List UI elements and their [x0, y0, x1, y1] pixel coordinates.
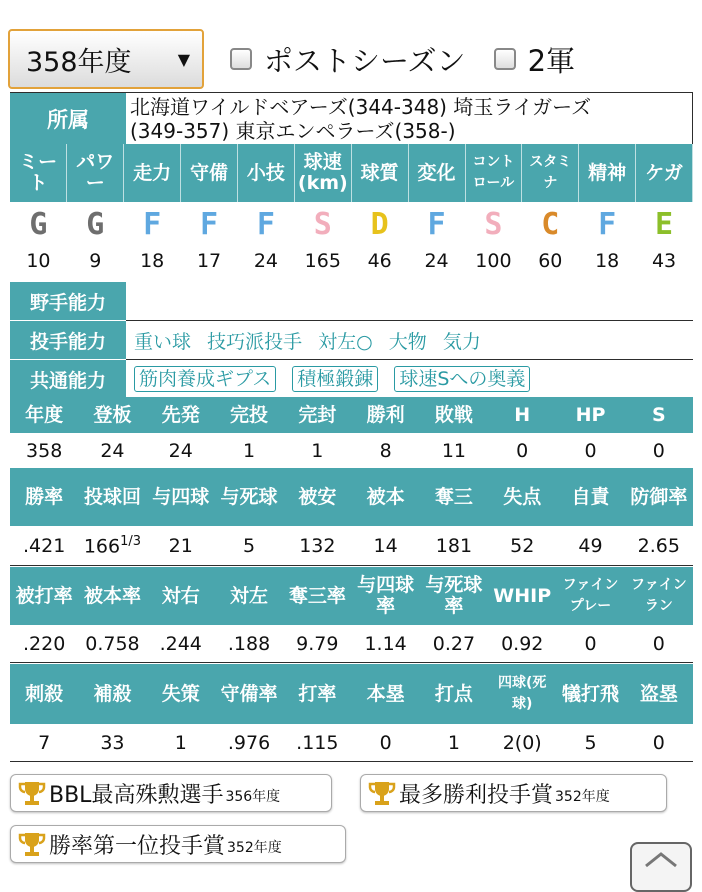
stats-header: 盗塁 [639, 682, 678, 705]
stats-header: 完封 [298, 403, 337, 426]
ability-grade: F [143, 206, 162, 242]
stats-header: 被安 [298, 485, 337, 508]
stats-header: 与死球率 [425, 574, 483, 617]
stats-value: 2(0) [488, 724, 556, 762]
stats-header: 防御率 [630, 485, 688, 508]
ability-value: 24 [424, 250, 449, 272]
stats-value-row [10, 625, 693, 663]
stats-header: 対左 [230, 584, 269, 607]
award-title: BBL最高殊勲選手 [49, 782, 224, 808]
stats-header: ファインラン [630, 577, 687, 614]
stats-value: 5 [215, 526, 283, 566]
stats-value: .976 [215, 724, 283, 762]
checkbox-icon [494, 48, 516, 70]
stats-value: 0.92 [488, 625, 556, 663]
fielder-skills-value [126, 282, 693, 321]
pitcher-skills-value [126, 321, 693, 360]
stats-value: .421 [10, 526, 78, 566]
ability-header: ケガ [636, 144, 693, 202]
affiliation-line-1: 北海道ワイルドベアーズ(344-348) 埼玉ライガーズ [130, 95, 592, 119]
ability-header: コントロール [465, 144, 522, 202]
stats-header: 完投 [230, 403, 269, 426]
common-skills-row [10, 360, 693, 399]
stats-value: 1 [147, 724, 215, 762]
stats-header-row [10, 468, 693, 526]
stats-value: 1.14 [351, 625, 419, 663]
ability-table [10, 144, 693, 276]
stats-value: 1 [215, 433, 283, 469]
ability-value-row [10, 246, 693, 276]
innings-whole: 166 [83, 535, 121, 558]
stats-header: 投球回 [83, 485, 141, 508]
skill-tag[interactable]: 積極鍛錬 [292, 366, 378, 392]
stats-header: 補殺 [93, 682, 132, 705]
stats-header: 与死球 [220, 485, 278, 508]
stats-header: 奪三率 [288, 584, 346, 607]
skill-link[interactable]: 重い球 [134, 330, 192, 353]
ability-value: 46 [367, 250, 392, 272]
ability-header: 精神 [579, 144, 636, 202]
stats-table-3 [10, 567, 693, 663]
ability-header: パワー [67, 144, 124, 202]
ability-value: 100 [475, 250, 512, 272]
stats-header-row [10, 664, 693, 724]
ability-grade: E [655, 206, 674, 242]
stats-value-row [10, 433, 693, 469]
trophy-icon [17, 778, 47, 808]
fielder-skills-label: 野手能力 [10, 282, 126, 321]
stats-header: 先発 [161, 403, 200, 426]
stats-value: 181 [420, 526, 488, 566]
ability-header: 変化 [408, 144, 465, 202]
stats-header: 四球(死球) [498, 675, 547, 712]
stats-header: S [651, 403, 666, 426]
common-skills-value [126, 360, 693, 399]
ability-grade: G [86, 206, 105, 242]
affiliation-table [10, 92, 693, 145]
ability-grade: F [427, 206, 446, 242]
year-select-value: 358年度 [26, 46, 132, 78]
skill-link[interactable]: 技巧派投手 [207, 330, 303, 353]
skill-link[interactable]: 対左○ [318, 330, 373, 353]
stats-header: 対右 [161, 584, 200, 607]
checkbox-icon [230, 48, 252, 70]
stats-header: 自責 [571, 485, 610, 508]
pitcher-skills-label: 投手能力 [10, 321, 126, 360]
ability-grade: F [598, 206, 617, 242]
stats-value: 0 [625, 625, 693, 663]
stats-table-4 [10, 664, 693, 762]
stats-value: 21 [147, 526, 215, 566]
ability-header: 走力 [124, 144, 181, 202]
award-badge[interactable] [10, 774, 332, 812]
stats-value: 0 [556, 433, 624, 469]
chevron-down-icon: ▼ [177, 49, 190, 69]
stats-table-1 [10, 397, 693, 469]
skill-link[interactable]: 大物 [388, 330, 427, 353]
stats-value: 0 [488, 433, 556, 469]
ability-value: 60 [538, 250, 563, 272]
postseason-label: ポストシーズン [264, 43, 466, 78]
stats-header: 犠打飛 [562, 682, 620, 705]
home-icon [632, 844, 690, 874]
affiliation-line-2: (349-357) 東京エンペラーズ(358-) [130, 119, 456, 143]
stats-value: 0.758 [78, 625, 146, 663]
stats-value: 358 [10, 433, 78, 469]
stats-header-row [10, 397, 693, 433]
stats-value-innings [78, 526, 146, 566]
trophy-icon [17, 829, 47, 859]
stats-value: 8 [351, 433, 419, 469]
fielder-skills-row [10, 282, 693, 321]
stats-header: 奪三 [434, 485, 473, 508]
farm-team-checkbox[interactable] [494, 39, 575, 80]
stats-header: ファインプレー [562, 577, 619, 614]
ability-value: 17 [196, 250, 222, 272]
stats-header: 守備率 [220, 682, 278, 705]
affiliation-label: 所属 [10, 93, 126, 146]
stats-value: 24 [78, 433, 146, 469]
stats-header: 本塁 [366, 682, 405, 705]
stats-value-row [10, 724, 693, 762]
stats-value: 2.65 [625, 526, 693, 566]
stats-value: .220 [10, 625, 78, 663]
ability-grade: S [313, 206, 332, 242]
stats-header: 敗戦 [434, 403, 473, 426]
stats-value: .188 [215, 625, 283, 663]
ability-value: 18 [595, 250, 620, 272]
stats-header: 与四球 [152, 485, 210, 508]
stats-value: 1 [283, 433, 351, 469]
stats-value: 11 [420, 433, 488, 469]
ability-header-row [10, 144, 693, 202]
stats-header: 打率 [298, 682, 337, 705]
stats-header-row [10, 567, 693, 625]
stats-value: 1 [420, 724, 488, 762]
ability-grade: C [541, 206, 560, 242]
common-skills-label: 共通能力 [10, 360, 126, 399]
ability-grade-row [10, 202, 693, 246]
ability-grade: F [200, 206, 219, 242]
stats-header: 勝利 [366, 403, 405, 426]
stats-header: 打点 [434, 682, 473, 705]
year-select[interactable] [8, 29, 204, 89]
stats-value: 5 [556, 724, 624, 762]
skills-table [10, 282, 693, 399]
stats-table-2 [10, 468, 693, 566]
ability-value: 165 [304, 250, 341, 272]
ability-header: スタミナ [522, 144, 579, 202]
ability-grade: G [29, 206, 48, 242]
ability-grade: D [370, 206, 389, 242]
ability-grade: S [484, 206, 503, 242]
ability-header: 小技 [238, 144, 295, 202]
stats-header: 被本率 [83, 584, 141, 607]
award-title: 勝率第一位投手賞 [49, 833, 226, 859]
stats-value: 0 [625, 724, 693, 762]
stats-value: 0 [556, 625, 624, 663]
stats-header: WHIP [493, 584, 552, 607]
award-year: 352年度 [555, 789, 610, 805]
stats-header: 勝率 [25, 485, 64, 508]
ability-grade: F [256, 206, 275, 242]
skill-tag[interactable]: 筋肉養成ギプス [134, 366, 276, 392]
ability-header: ミート [10, 144, 67, 202]
stats-header: 年度 [25, 403, 64, 426]
stats-header: 失点 [503, 485, 542, 508]
stats-value: .115 [283, 724, 351, 762]
stats-value: 7 [10, 724, 78, 762]
affiliation-value [126, 93, 693, 146]
pitcher-skills-row [10, 321, 693, 360]
top-controls [8, 28, 575, 90]
skill-tag[interactable]: 球速Sへの奥義 [394, 366, 530, 392]
stats-value: 0.27 [420, 625, 488, 663]
ability-value: 10 [26, 250, 51, 272]
stats-value: 132 [283, 526, 351, 566]
stats-header: 被本 [366, 485, 405, 508]
stats-header: 与四球率 [357, 574, 415, 617]
trophy-icon [367, 778, 397, 808]
stats-header: 被打率 [15, 584, 73, 607]
ability-value: 18 [140, 250, 165, 272]
stats-value: 0 [625, 433, 693, 469]
stats-header: 刺殺 [25, 682, 64, 705]
stats-value: 9.79 [283, 625, 351, 663]
ability-header: 球質 [351, 144, 408, 202]
stats-value: .244 [147, 625, 215, 663]
postseason-checkbox[interactable] [230, 39, 466, 80]
stats-value: 24 [147, 433, 215, 469]
stats-value-row [10, 526, 693, 566]
stats-value: 33 [78, 724, 146, 762]
home-button[interactable] [630, 842, 692, 892]
farm-team-label: 2軍 [527, 43, 576, 78]
award-title: 最多勝利投手賞 [399, 782, 554, 808]
award-badge[interactable] [10, 825, 346, 863]
skill-link[interactable]: 気力 [442, 330, 481, 353]
ability-value: 24 [253, 250, 279, 272]
award-year: 352年度 [227, 840, 282, 856]
stats-header: 登板 [93, 403, 132, 426]
ability-value: 9 [89, 250, 102, 272]
stats-value: 0 [351, 724, 419, 762]
stats-header: H [514, 403, 531, 426]
award-year: 356年度 [225, 789, 281, 805]
stats-header: HP [575, 403, 606, 426]
ability-value: 43 [651, 250, 677, 272]
innings-fraction: 1/3 [120, 533, 142, 549]
stats-value: 49 [556, 526, 624, 566]
stats-header: 失策 [161, 682, 200, 705]
award-badge[interactable] [360, 774, 667, 812]
stats-value: 52 [488, 526, 556, 566]
ability-header: 守備 [181, 144, 238, 202]
ability-header: 球速(km) [294, 144, 351, 202]
stats-value: 14 [351, 526, 419, 566]
